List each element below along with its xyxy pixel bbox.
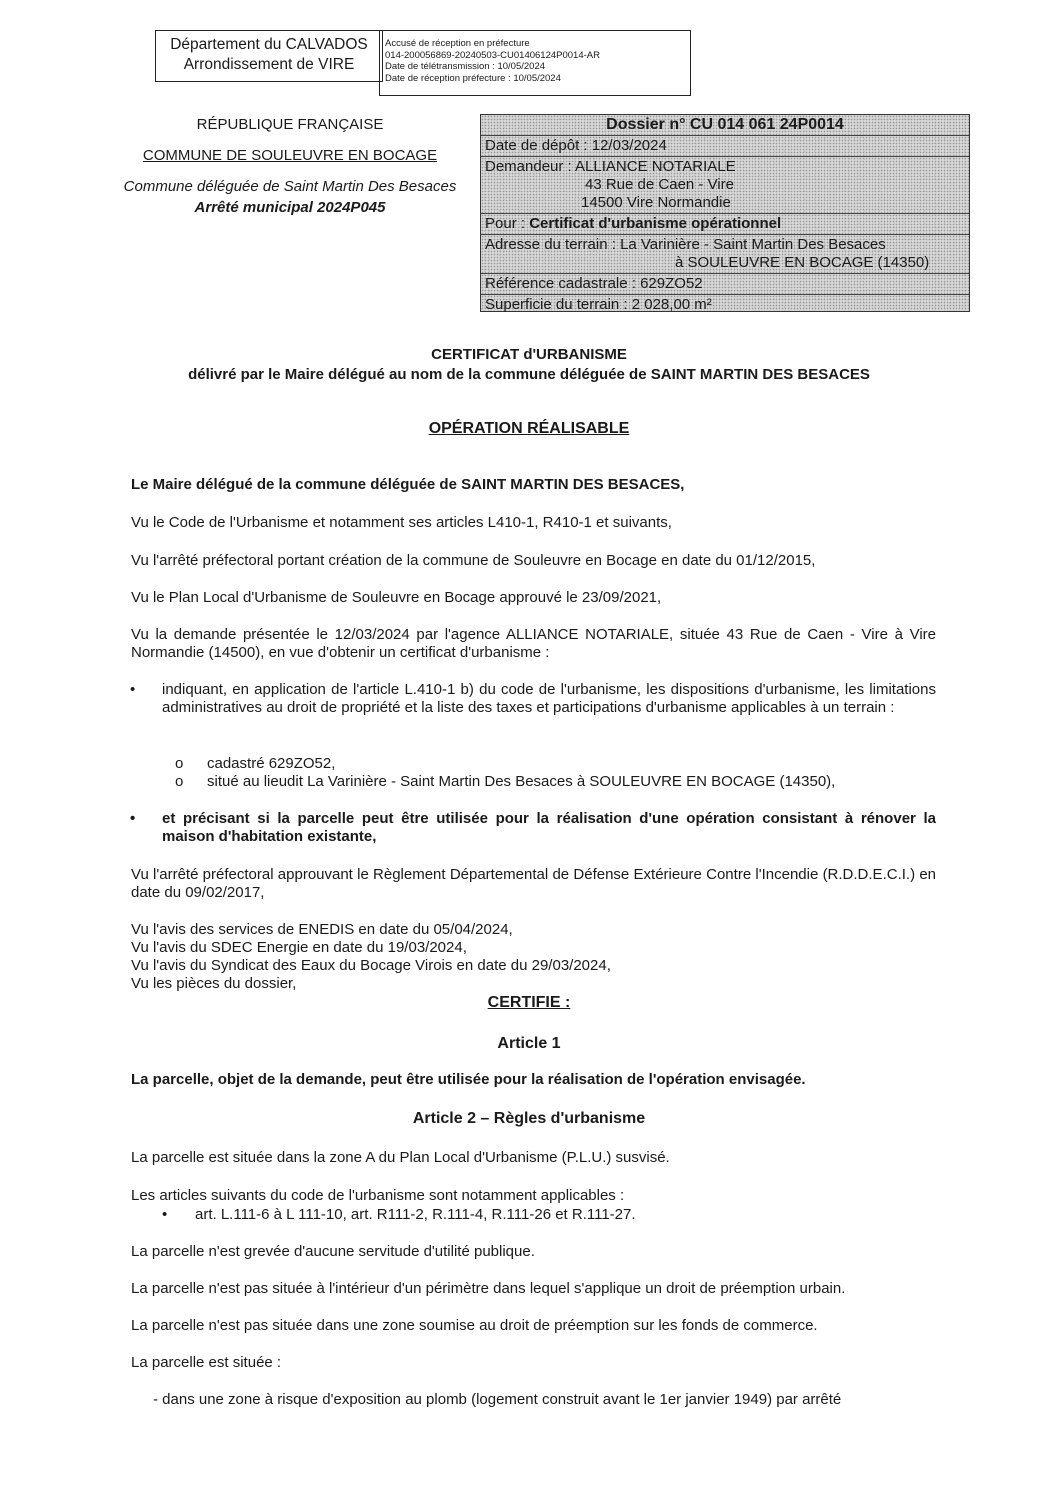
republique-title: RÉPUBLIQUE FRANÇAISE bbox=[196, 116, 384, 133]
sub-bullet-item-2 bbox=[131, 773, 936, 791]
dossier-box bbox=[480, 114, 970, 312]
bullet-icon: • bbox=[130, 681, 136, 698]
circle-bullet-icon: o bbox=[175, 755, 184, 772]
pour-row bbox=[481, 214, 969, 235]
bullet-item-2 bbox=[131, 810, 936, 846]
demandeur: Demandeur : ALLIANCE NOTARIALE bbox=[485, 158, 736, 175]
stamp-line-1: Accusé de réception en préfecture bbox=[385, 38, 530, 49]
vu-sdec: Vu l'avis du SDEC Energie en date du 19/03/2024, bbox=[131, 939, 467, 956]
plomb-risk-text: - dans une zone à risque d'exposition au plomb (logement construit avant le 1er janvier 1949) par arrêté bbox=[153, 1391, 842, 1408]
issuer-block bbox=[100, 114, 480, 218]
certifie-heading: CERTIFIE : bbox=[487, 994, 571, 1011]
preemption-urbain-text: La parcelle n'est pas située à l'intérieur d'un périmètre dans lequel s'applique un droit de préemption urbain. bbox=[131, 1280, 846, 1297]
vu-code-urbanisme: Vu le Code de l'Urbanisme et notamment ses articles L410-1, R410-1 et suivants, bbox=[131, 514, 672, 531]
article-1-title: Article 1 bbox=[497, 1035, 561, 1052]
bullet-1-text: indiquant, en application de l'article L.410-1 b) du code de l'urbanisme, les dispositions d'urbanisme, les limitations administratives au droit de propriété et la liste des taxes et participations d'urbanisme applicables à un terrain : bbox=[162, 681, 936, 716]
pour-value: Certificat d'urbanisme opérationnel bbox=[529, 215, 782, 232]
maire-line: Le Maire délégué de la commune déléguée de SAINT MARTIN DES BESACES, bbox=[131, 476, 685, 493]
servitude-text: La parcelle n'est grevée d'aucune servitude d'utilité publique. bbox=[131, 1243, 535, 1260]
operation-status: OPÉRATION RÉALISABLE bbox=[428, 420, 630, 437]
commune-title: COMMUNE DE SOULEUVRE EN BOCAGE bbox=[142, 147, 438, 164]
stamp-line-4: Date de réception préfecture : 10/05/2024 bbox=[385, 72, 561, 84]
sub-bullet-2-text: situé au lieudit La Varinière - Saint Martin Des Besaces à SOULEUVRE EN BOCAGE (14350), bbox=[207, 773, 836, 790]
arrete-number: Arrêté municipal 2024P045 bbox=[194, 199, 386, 216]
demandeur-address-1: 43 Rue de Caen - Vire bbox=[585, 176, 734, 193]
preemption-commerce-text: La parcelle n'est pas située dans une zone soumise au droit de préemption sur les fonds de commerce. bbox=[131, 1317, 818, 1334]
vu-plu: Vu le Plan Local d'Urbanisme de Souleuvre en Bocage approuvé le 23/09/2021, bbox=[131, 589, 662, 606]
commune-deleguee: Commune déléguée de Saint Martin Des Besaces bbox=[123, 178, 457, 195]
certificat-subtitle: délivré par le Maire délégué au nom de la commune déléguée de SAINT MARTIN DES BESACES bbox=[188, 366, 870, 383]
articles-list-text: art. L.111-6 à L 111-10, art. R111-2, R.111-4, R.111-26 et R.111-27. bbox=[195, 1206, 636, 1223]
terrain-address-1: Adresse du terrain : La Varinière - Saint Martin Des Besaces bbox=[485, 236, 886, 253]
bullet-item-1 bbox=[131, 681, 936, 717]
article-1-text: La parcelle, objet de la demande, peut être utilisée pour la réalisation de l'opération envisagée. bbox=[131, 1071, 806, 1088]
sub-bullet-item-1 bbox=[131, 755, 936, 773]
department-box bbox=[155, 30, 383, 82]
stamp-line-2: 014-200056869-20240503-CU01406124P0014-AR bbox=[385, 49, 600, 61]
dossier-number: Dossier n° CU 014 061 24P0014 bbox=[481, 115, 969, 136]
bullet-icon: • bbox=[130, 810, 136, 827]
articles-applicables: Les articles suivants du code de l'urbanisme sont notamment applicables : bbox=[131, 1187, 625, 1204]
reference-cadastrale: Référence cadastrale : 629ZO52 bbox=[481, 274, 969, 295]
demandeur-block bbox=[481, 157, 969, 214]
department-name: Département du CALVADOS bbox=[170, 36, 368, 53]
demandeur-address-2: 14500 Vire Normandie bbox=[581, 194, 731, 211]
reception-stamp bbox=[379, 30, 691, 96]
vu-arrete-creation: Vu l'arrêté préfectoral portant création de la commune de Souleuvre en Bocage en date du 01/12/2015, bbox=[131, 552, 816, 569]
superficie: Superficie du terrain : 2 028,00 m² bbox=[485, 296, 712, 313]
parcelle-situee-text: La parcelle est située : bbox=[131, 1354, 282, 1371]
vu-pieces: Vu les pièces du dossier, bbox=[131, 975, 297, 992]
vu-enedis: Vu l'avis des services de ENEDIS en date du 05/04/2024, bbox=[131, 921, 513, 938]
vu-syndicat-eaux: Vu l'avis du Syndicat des Eaux du Bocage Virois en date du 29/03/2024, bbox=[131, 957, 611, 974]
date-depot: Date de dépôt : 12/03/2024 bbox=[481, 136, 969, 157]
article-2-title: Article 2 – Règles d'urbanisme bbox=[412, 1110, 646, 1127]
terrain-address-2: à SOULEUVRE EN BOCAGE (14350) bbox=[675, 254, 930, 271]
sub-bullet-1-text: cadastré 629ZO52, bbox=[207, 755, 336, 772]
certificat-title: CERTIFICAT d'URBANISME bbox=[431, 346, 627, 363]
bullet-icon: • bbox=[162, 1206, 168, 1223]
pour-label: Pour : bbox=[485, 215, 530, 232]
terrain-block bbox=[481, 235, 969, 274]
articles-list-item bbox=[131, 1206, 936, 1224]
stamp-line-3: Date de télétransmission : 10/05/2024 bbox=[385, 61, 546, 72]
vu-demande: Vu la demande présentée le 12/03/2024 par l'agence ALLIANCE NOTARIALE, située 43 Rue de Caen - Vire à Vire Normandie (14500), en vue d'obtenir un certificat d'urbanisme : bbox=[131, 626, 936, 661]
bullet-2-text: et précisant si la parcelle peut être utilisée pour la réalisation d'une opération consistant à rénover la maison d'habitation existante, bbox=[162, 810, 936, 845]
zone-a-text: La parcelle est située dans la zone A du Plan Local d'Urbanisme (P.L.U.) susvisé. bbox=[131, 1149, 670, 1166]
arrondissement-name: Arrondissement de VIRE bbox=[183, 56, 355, 73]
circle-bullet-icon: o bbox=[175, 773, 184, 790]
vu-rddeci: Vu l'arrêté préfectoral approuvant le Règlement Départemental de Défense Extérieure Contre l'Incendie (R.D.D.E.C.I.) en date du 09/02/2017, bbox=[131, 866, 936, 901]
